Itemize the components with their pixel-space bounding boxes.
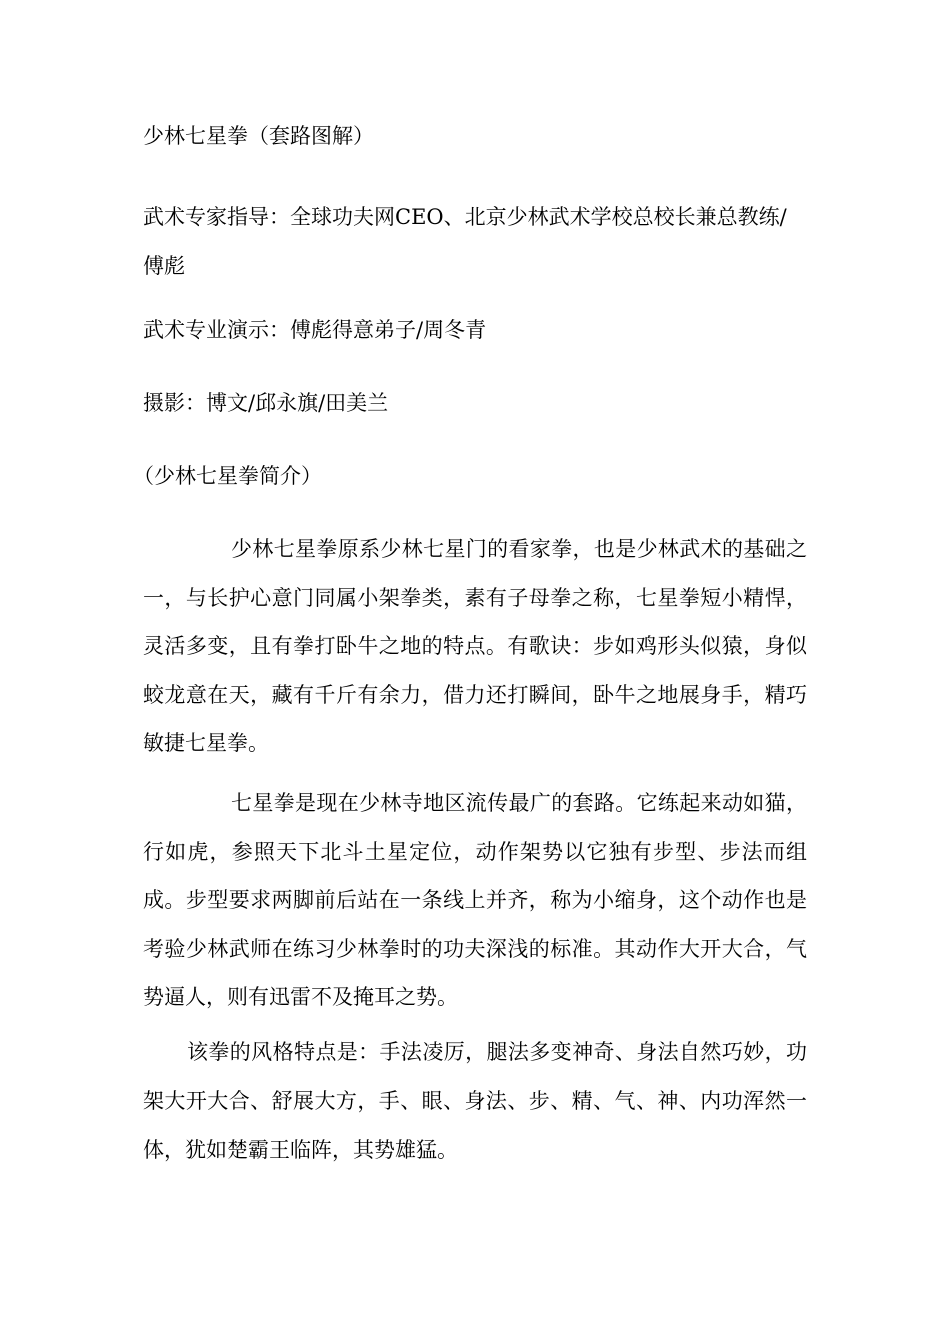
demonstrator-credit: 武术专业演示：傅彪得意弟子/周冬青 — [143, 318, 487, 342]
paragraph-history: 七星拳是现在少林寺地区流传最广的套路。它练起来动如猫，行如虎，参照天下北斗土星定位，动作架势以它独有步型、步法而组成。步型要求两脚前后站在一条线上并齐，称为小缩身，这个动作也是考验少林武师在练习少林拳时的功夫深浅的标准。其动作大开大合，气势逼人，则有迅雷不及掩耳之势。 — [143, 791, 807, 1009]
expert-credit: 武术专家指导：全球功夫网CEO、北京少林武术学校总校长兼总教练/傅彪 — [143, 205, 787, 278]
paragraph-style: 该拳的风格特点是：手法凌厉，腿法多变神奇、身法自然巧妙，功架大开大合、舒展大方，手、眼、身法、步、精、气、神、内功浑然一体，犹如楚霸王临阵，其势雄猛。 — [143, 1040, 807, 1162]
section-heading: （少林七星拳简介） — [133, 464, 322, 488]
document-title: 少林七星拳（套路图解） — [143, 124, 374, 148]
photography-credit: 摄影：博文/邱永旗/田美兰 — [143, 391, 389, 415]
paragraph-intro: 少林七星拳原系少林七星门的看家拳，也是少林武术的基础之一，与长护心意门同属小架拳类，素有子母拳之称，七星拳短小精悍，灵活多变，且有拳打卧牛之地的特点。有歌诀：步如鸡形头似猿，身似蛟龙意在天，藏有千斤有余力，借力还打瞬间，卧牛之地展身手，精巧敏捷七星拳。 — [143, 537, 807, 755]
